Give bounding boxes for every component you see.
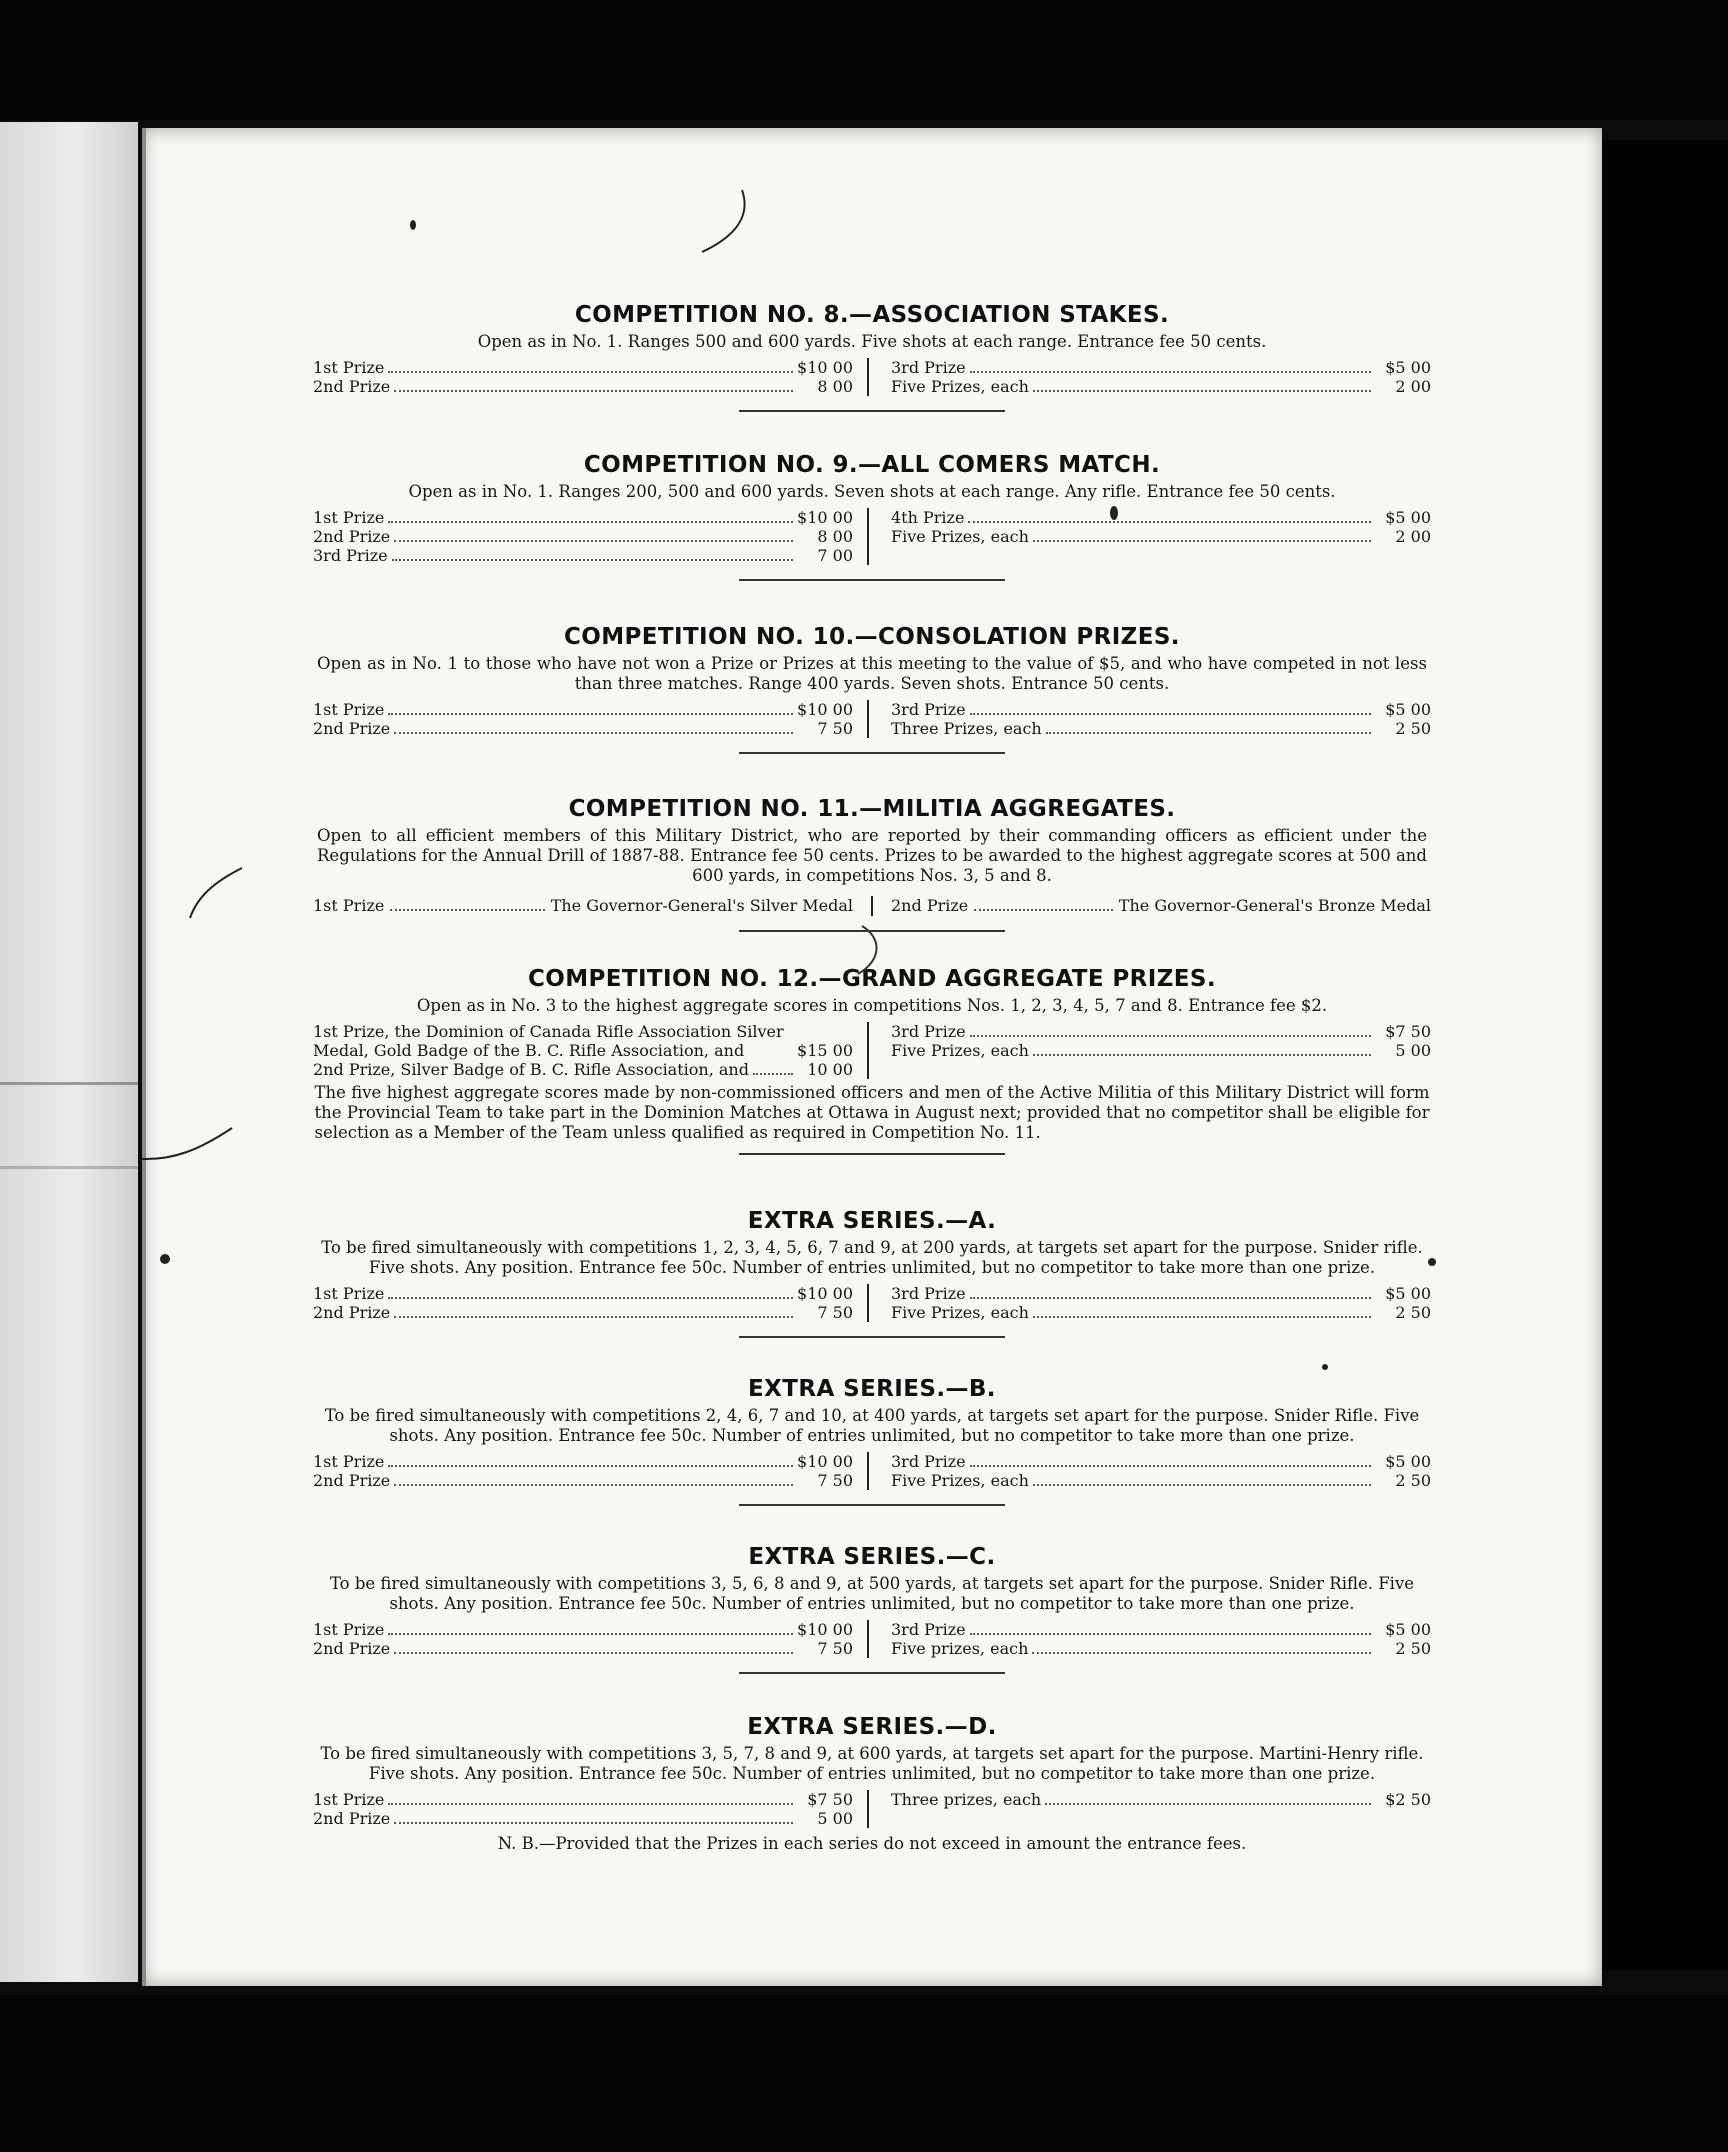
- section-description: Open as in No. 1. Ranges 200, 500 and 600 yards. Seven shots at each range. Any rifle. Entrance fee 50 cents.: [408, 482, 1336, 501]
- prize-amount: 5 00: [1395, 1041, 1431, 1060]
- section-description: To be fired simultaneously with competitions 3, 5, 6, 8 and 9, at 500 yards, at targets set apart for the purpose. Snider Rifle. Five shots. Any position. Entrance fee 50c. Number of entries unlimited, but no competitor to take more than one prize.: [329, 1574, 1415, 1613]
- scan-top-border: [0, 0, 1728, 120]
- prize-amount: 7 50: [817, 719, 853, 738]
- prize-label: 4th Prize: [891, 508, 965, 527]
- prize-amount: $7 50: [807, 1790, 853, 1809]
- section-title: COMPETITION NO. 8.—ASSOCIATION STAKES.: [574, 302, 1170, 328]
- section-title: EXTRA SERIES.—C.: [748, 1544, 996, 1570]
- prize-amount: 7 50: [817, 1471, 853, 1490]
- prize-label: 3rd Prize: [313, 546, 388, 565]
- prize-label: 2nd Prize: [313, 1471, 391, 1490]
- prize-label: 3rd Prize: [891, 1022, 966, 1041]
- nb-footnote: N. B.—Provided that the Prizes in each series do not exceed in amount the entrance fees.: [497, 1834, 1247, 1853]
- prize-label: 1st Prize: [313, 508, 385, 527]
- prize-amount: 5 00: [817, 1809, 853, 1828]
- prize-amount: 2 50: [1395, 1303, 1431, 1322]
- section-description: To be fired simultaneously with competitions 1, 2, 3, 4, 5, 6, 7 and 9, at 200 yards, at targets set apart for the purpose. Snider rifle. Five shots. Any position. Entrance fee 50c. Number of entries unlimited, but no competitor to take more than one prize.: [321, 1238, 1423, 1277]
- prize-amount: $5 00: [1385, 1452, 1431, 1471]
- adjacent-page-edge: [0, 122, 138, 1982]
- prize-amount: 7 00: [817, 546, 853, 565]
- prize-label: Five Prizes, each: [891, 377, 1029, 396]
- prize-label: 1st Prize: [313, 700, 385, 719]
- prize-amount: 8 00: [817, 377, 853, 396]
- prize-label: 2nd Prize: [891, 896, 969, 915]
- prize-label: 3rd Prize: [891, 1452, 966, 1471]
- prize-amount: 2 50: [1395, 1639, 1431, 1658]
- prize-amount: $5 00: [1385, 700, 1431, 719]
- section-description: Open to all efficient members of this Military District, who are reported by their commanding officers as efficient under the Regulations for the Annual Drill of 1887-88. Entrance fee 50 cents. Prizes to be awarded to the highest aggregate scores at 500 and 600 yards, in competitions Nos. 3, 5 and 8.: [317, 826, 1427, 885]
- prize-label: 3rd Prize: [891, 1620, 966, 1639]
- section-title: EXTRA SERIES.—A.: [747, 1208, 997, 1234]
- prize-label: 1st Prize: [313, 1452, 385, 1471]
- prize-amount: $10 00: [797, 1620, 853, 1639]
- section-title: COMPETITION NO. 9.—ALL COMERS MATCH.: [583, 452, 1161, 478]
- prize-amount: 2 00: [1395, 527, 1431, 546]
- prize-amount: 2 50: [1395, 1471, 1431, 1490]
- section-title: EXTRA SERIES.—D.: [747, 1714, 997, 1740]
- pen-marks: [142, 128, 1602, 1986]
- prize-label: 3rd Prize: [891, 700, 966, 719]
- prize-value: The Governor-General's Bronze Medal: [1118, 896, 1431, 915]
- prize-label: Five Prizes, each: [891, 1303, 1029, 1322]
- prize-amount: $10 00: [797, 358, 853, 377]
- prize-label: 2nd Prize: [313, 1639, 391, 1658]
- prize-label: 1st Prize: [313, 1284, 385, 1303]
- section-title: COMPETITION NO. 10.—CONSOLATION PRIZES.: [564, 624, 1180, 650]
- team-note: The five highest aggregate scores made by non-commissioned officers and men of the Active Militia of this Military District will form the Provincial Team to take part in the Dominion Matches at Ottawa in August next; provided that no competitor shall be eligible for selection as a Member of the Team unless qualified as required in Competition No. 11.: [314, 1083, 1430, 1142]
- prize-amount: $10 00: [797, 1452, 853, 1471]
- prize-label: Five Prizes, each: [891, 527, 1029, 546]
- scan-right-border: [1600, 140, 1728, 1970]
- prize-amount: 7 50: [817, 1303, 853, 1322]
- prize-label: 2nd Prize, Silver Badge of B. C. Rifle Association, and: [313, 1060, 749, 1079]
- prize-label: 2nd Prize: [313, 527, 391, 546]
- prize-label: 1st Prize: [313, 1790, 385, 1809]
- prize-label: 3rd Prize: [891, 1284, 966, 1303]
- prize-label: 1st Prize, the Dominion of Canada Rifle Association Silver Medal, Gold Badge of the B. C. Rifle Association, and: [313, 1022, 784, 1060]
- prize-amount: $5 00: [1385, 358, 1431, 377]
- prize-label: 1st Prize: [313, 896, 385, 915]
- prize-amount: $5 00: [1385, 508, 1431, 527]
- prize-label: 3rd Prize: [891, 358, 966, 377]
- prize-label: 2nd Prize: [313, 719, 391, 738]
- scan-bottom-border: [0, 1995, 1728, 2152]
- prize-label: Five Prizes, each: [891, 1041, 1029, 1060]
- prize-amount: $5 00: [1385, 1284, 1431, 1303]
- prize-amount: $5 00: [1385, 1620, 1431, 1639]
- section-description: To be fired simultaneously with competitions 2, 4, 6, 7 and 10, at 400 yards, at targets set apart for the purpose. Snider Rifle. Five shots. Any position. Entrance fee 50c. Number of entries unlimited, but no competitor to take more than one prize.: [324, 1406, 1420, 1445]
- prize-label: 2nd Prize: [313, 1809, 391, 1828]
- prize-label: Five prizes, each: [891, 1639, 1029, 1658]
- prize-amount: $10 00: [797, 700, 853, 719]
- prize-amount: 7 50: [817, 1639, 853, 1658]
- prize-amount: 10 00: [807, 1060, 853, 1079]
- prize-amount: $10 00: [797, 508, 853, 527]
- section-title: COMPETITION NO. 12.—GRAND AGGREGATE PRIZES.: [527, 966, 1216, 992]
- prize-amount: $7 50: [1385, 1022, 1431, 1041]
- prize-label: Three Prizes, each: [891, 719, 1042, 738]
- prize-amount: 2 00: [1395, 377, 1431, 396]
- prize-amount: 8 00: [817, 527, 853, 546]
- prize-label: 2nd Prize: [313, 1303, 391, 1322]
- prize-label: Three prizes, each: [891, 1790, 1042, 1809]
- prize-amount: $15 00: [797, 1041, 853, 1060]
- prize-amount: 2 50: [1395, 719, 1431, 738]
- section-description: To be fired simultaneously with competitions 3, 5, 7, 8 and 9, at 600 yards, at targets set apart for the purpose. Martini-Henry rifle. Five shots. Any position. Entrance fee 50c. Number of entries unlimited, but no competitor to take more than one prize.: [320, 1744, 1424, 1783]
- prize-label: Five Prizes, each: [891, 1471, 1029, 1490]
- prize-label: 1st Prize: [313, 358, 385, 377]
- prize-amount: $10 00: [797, 1284, 853, 1303]
- section-description: Open as in No. 1 to those who have not won a Prize or Prizes at this meeting to the value of $5, and who have competed in not less than three matches. Range 400 yards. Seven shots. Entrance 50 cents.: [317, 654, 1427, 693]
- section-description: Open as in No. 3 to the highest aggregate scores in competitions Nos. 1, 2, 3, 4, 5, 7 and 8. Entrance fee $2.: [416, 996, 1328, 1015]
- prize-value: The Governor-General's Silver Medal: [550, 896, 853, 915]
- prize-label: 2nd Prize: [313, 377, 391, 396]
- section-description: Open as in No. 1. Ranges 500 and 600 yards. Five shots at each range. Entrance fee 50 cents.: [477, 332, 1267, 351]
- document-page: [142, 128, 1602, 1986]
- section-title: COMPETITION NO. 11.—MILITIA AGGREGATES.: [568, 796, 1176, 822]
- prize-amount: $2 50: [1385, 1790, 1431, 1809]
- section-title: EXTRA SERIES.—B.: [748, 1376, 996, 1402]
- prize-label: 1st Prize: [313, 1620, 385, 1639]
